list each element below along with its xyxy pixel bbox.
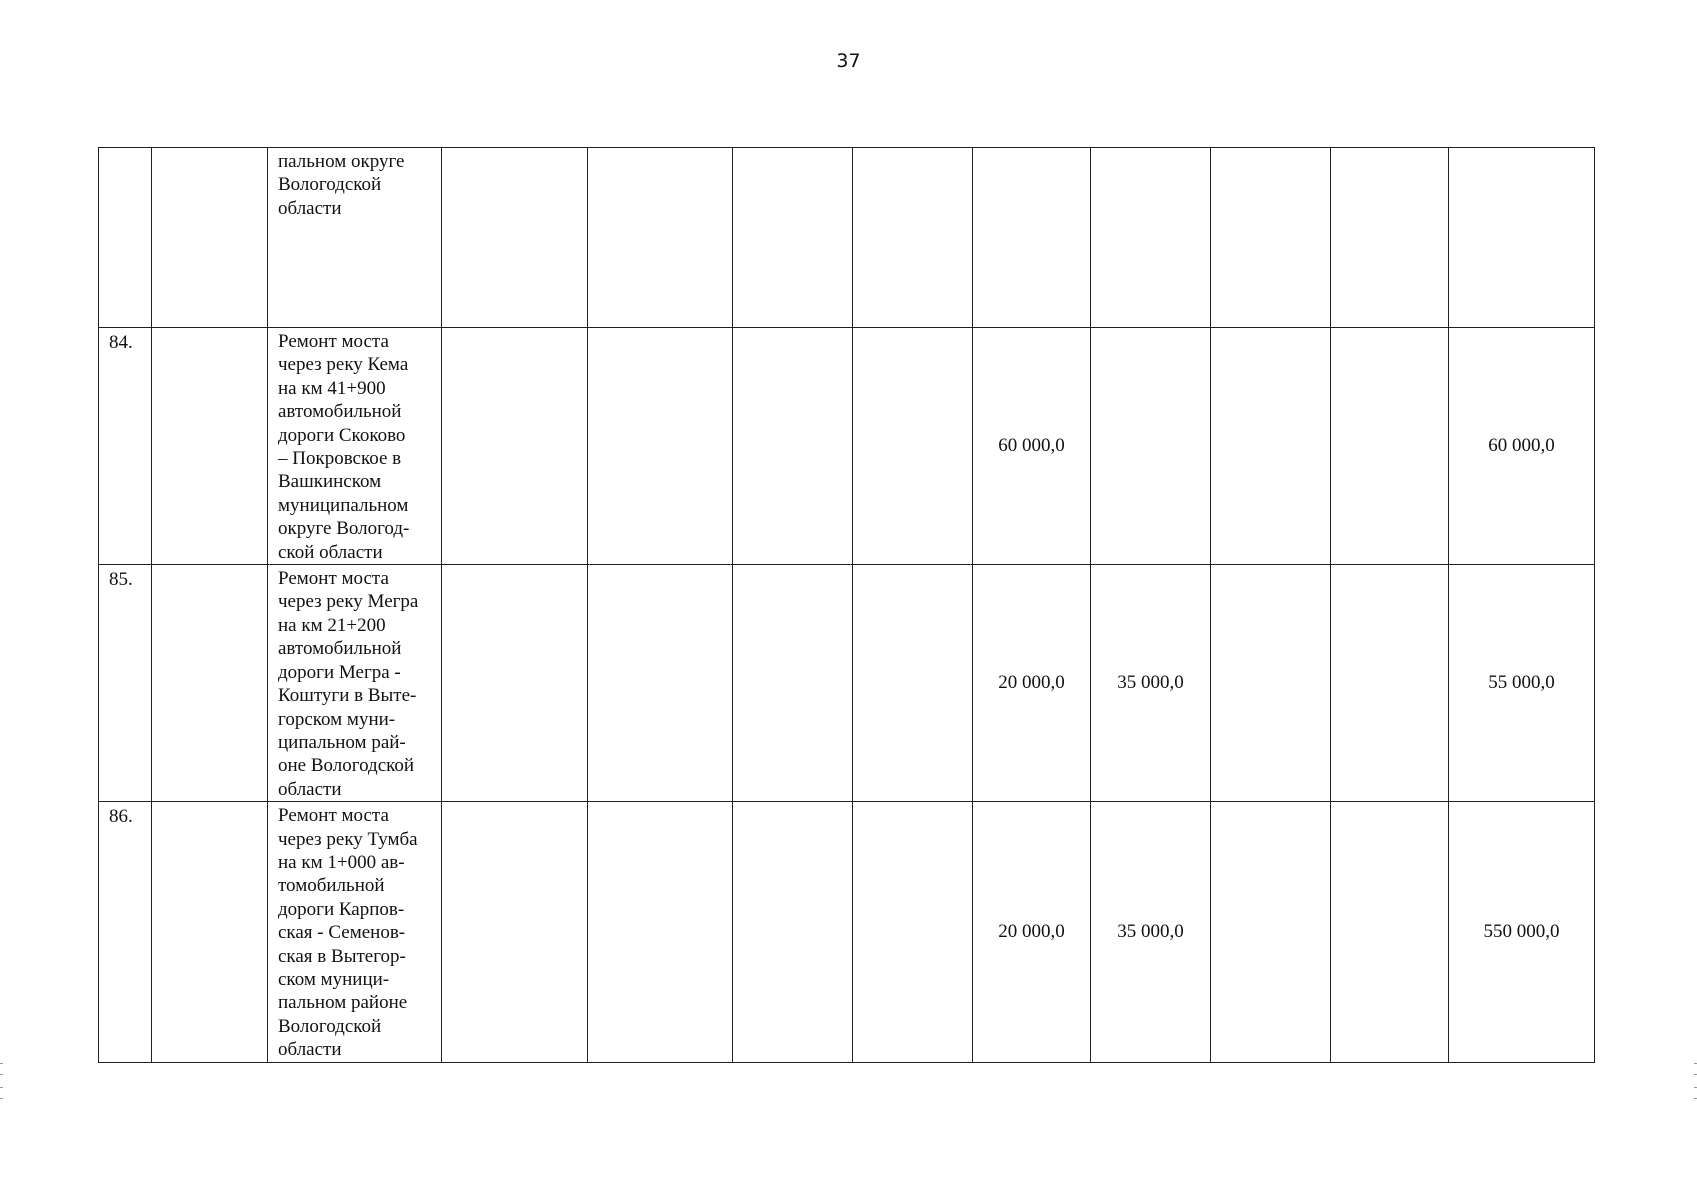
object-name-cell: пальном округе Вологодской области [268, 148, 442, 328]
value-cell [1211, 565, 1331, 802]
scan-edge-marks [0, 1063, 3, 1099]
value-cell [1091, 148, 1211, 328]
row-number-cell [99, 148, 152, 328]
value-cell [733, 802, 853, 1062]
value-cell [853, 802, 973, 1062]
value-cell: 20 000,0 [973, 802, 1091, 1062]
total-cell: 550 000,0 [1449, 802, 1595, 1062]
table-row [99, 148, 1595, 328]
object-name-cell: Ремонт моста через реку Кема на км 41+900 автомобильной дороги Скоково – Покровское в Вашкинском муниципальном округе Вологод- ской области [268, 328, 442, 565]
object-name-cell: Ремонт моста через реку Тумба на км 1+000 ав- томобильной дороги Карпов- ская - Семенов- ская в Вытегор- ском муници- пальном районе Вологодской области [268, 802, 442, 1062]
total-cell [1449, 148, 1595, 328]
value-cell [1211, 802, 1331, 1062]
value-cell: 35 000,0 [1091, 802, 1211, 1062]
value-cell [442, 802, 588, 1062]
value-cell [1331, 148, 1449, 328]
value-cell: 20 000,0 [973, 565, 1091, 802]
empty-cell [152, 802, 268, 1062]
empty-cell [152, 148, 268, 328]
value-cell [442, 565, 588, 802]
value-cell [442, 148, 588, 328]
value-cell [588, 148, 733, 328]
value-cell [853, 328, 973, 565]
row-number-cell: 84. [99, 328, 152, 565]
table-row [99, 565, 1595, 802]
value-cell [1091, 328, 1211, 565]
object-name-cell: Ремонт моста через реку Мегра на км 21+200 автомобильной дороги Мегра - Коштуги в Выте- горском муни- ципальном рай- оне Вологодской области [268, 565, 442, 802]
program-table [98, 147, 1595, 1063]
value-cell [733, 148, 853, 328]
value-cell [853, 148, 973, 328]
value-cell [733, 328, 853, 565]
value-cell [1331, 802, 1449, 1062]
value-cell [442, 328, 588, 565]
value-cell [733, 565, 853, 802]
empty-cell [152, 565, 268, 802]
row-number-cell: 85. [99, 565, 152, 802]
value-cell [1331, 565, 1449, 802]
value-cell: 60 000,0 [973, 328, 1091, 565]
value-cell [588, 802, 733, 1062]
value-cell [973, 148, 1091, 328]
value-cell [1211, 148, 1331, 328]
value-cell [588, 565, 733, 802]
value-cell [588, 328, 733, 565]
value-cell [853, 565, 973, 802]
table-row [99, 802, 1595, 1062]
total-cell: 60 000,0 [1449, 328, 1595, 565]
value-cell [1331, 328, 1449, 565]
total-cell: 55 000,0 [1449, 565, 1595, 802]
table-row [99, 328, 1595, 565]
value-cell [1211, 328, 1331, 565]
page-number: 37 [836, 50, 861, 72]
row-number-cell: 86. [99, 802, 152, 1062]
value-cell: 35 000,0 [1091, 565, 1211, 802]
empty-cell [152, 328, 268, 565]
